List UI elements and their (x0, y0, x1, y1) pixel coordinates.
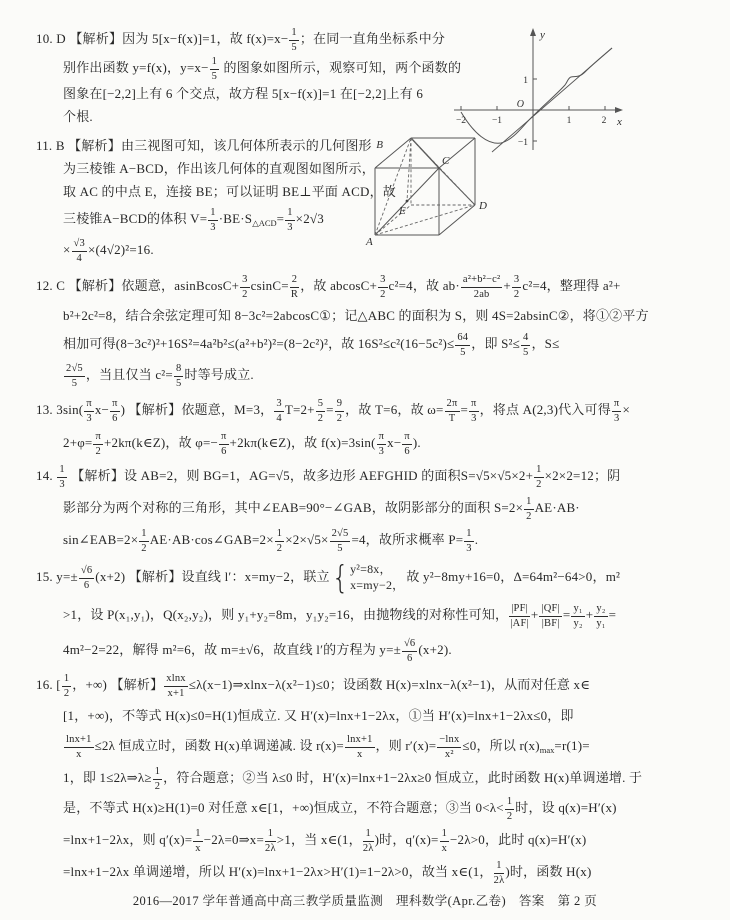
problem-14 (36, 459, 710, 557)
solution-line: 三棱锥A−BCD的体积 V= $\frac{1}{3}$ $\cdot BE\cdot S_{\triangle ACD}=$ $\frac{1}{3}$ ×2√3 (63, 207, 324, 233)
solution-line: 13. 3sin( $\frac{\pi}{3}$ x− $\frac{\pi}{6}$ ) 【解析】依题意，M=3， $\frac{3}{4}$ T=2+ $\frac{5}{2}$ = $\frac{9}{2}$ ，故 T=6，故 ω= $\frac{2\pi}{T}$ = $\frac{\pi}{3}$ ，将点 A(2,3)代入可得 $\frac{\pi}{3}$ × (36, 398, 630, 424)
solution-line: 14. $\frac{1}{3}$ 【解析】设 AB=2，则 BG=1，AG=√5，故多边形 AEFGHID 的面积S=√5×√5×2+ $\frac{1}{2}$ ×2×2=12；阴 (36, 464, 621, 490)
x-tick-label: −2 (455, 116, 467, 126)
solution-line: $\frac{\ln x+1}{x}$ ≤2λ 恒成立时，函数 H(x)单调递减. 设 r(x)= $\frac{\ln x+1}{x}$ ，则 r′(x)= $\frac{-\ln x}{\text{x²}}$ ≤0，所以 $r(x)_{max}=r(1)=$ (66, 734, 590, 760)
q11-solid-figure (365, 134, 493, 248)
solution-line: 11. B 【解析】由三视图可知，该几何体所表示的几何图形 (36, 138, 372, 153)
solution-line: 为三棱锥 A−BCD，作出该几何体的直观图如图所示， (63, 161, 375, 176)
solution-line: b²+2c²=8，结合余弦定理可知 8−3c²=2abcosC①；记△ABC 的面积为 S，则 4S=2absinC②，将①②平方 (63, 308, 649, 323)
solution-line: >1，设 P(x₁,y₁)，Q(x₂,y₂)，则 y₁+y₂=8m，y₁y₂=16，由抛物线的对称性可知， $\frac{|PF|}{|AF|}$ + $\frac{|QF|}{|BF|}$ = $\frac{\text{y₁}}{\text{y₂}}$ + $\frac{\text{y₂}}{\text{y₁}}$ = (63, 603, 617, 629)
solution-line: 10. D 【解析】因为 5[x−f(x)]=1，故 f(x)=x− $\frac{1}{5}$ ；在同一直角坐标系中分 (36, 27, 446, 53)
solution-line: 1，即 1≤2λ⇒λ≥ $\frac{1}{2}$ ，符合题意；②当 λ≤0 时，H′(x)=lnx+1−2λx≥0 恒成立，此时函数 H(x)单调递增. 于 (63, 766, 643, 792)
solution-line: 图象在[−2,2]上有 6 个交点，故方程 5[x−f(x)]=1 在[−2,2]上有 6 (63, 86, 424, 101)
solution-line: $\frac{2√5}{5}$ ，当且仅当 c²= $\frac{8}{5}$ 时等号成立. (66, 363, 254, 389)
solution-line: =lnx+1−2λx 单调递增，所以 H′(x)=lnx+1−2λx>H′(1)=1−2λ>0，故当 x∈(1， $\frac{1}{2\lambda}$ )时，函数 H(x) (63, 860, 592, 886)
y-tick-label: −1 (517, 138, 528, 148)
solution-line: 15. y=± $\frac{√6}{6}$ (x+2) 【解析】设直线 l′：x=my−2，联立{ y²=8x， x=my−2， 故 y²−8my+16=0，Δ=64m²−64>0，m² (36, 559, 621, 597)
solution-line: 相加可得(8−3c²)²+16S²=4a²b²≤(a²+b²)²=(8−2c²)²，故 16S²≤c²(16−5c²)≤ $\frac{64}{5}$ ，即 S²≤ $\frac{4}{5}$ ，S≤ (63, 332, 560, 358)
problem-11 (36, 134, 710, 265)
y-axis-arrow-icon (530, 28, 536, 36)
solution-line: 别作出函数 y=f(x)，y=x− $\frac{1}{5}$ 的图象如图所示，观察可知，两个函数的 (63, 56, 462, 82)
vertex-label-b: B (376, 139, 383, 151)
solution-line: 个根. (63, 109, 93, 124)
solution-line: × $\frac{√3}{4}$ ×(4√2)²=16. (63, 238, 154, 264)
curve-f-of-x (461, 48, 612, 143)
problem-13 (36, 393, 710, 459)
x-tick-label: 2 (601, 116, 607, 126)
solution-line: 影部分为两个对称的三角形，其中∠EAB=90°−∠GAB，故阴影部分的面积 S=2× $\frac{1}{2}$ AE·AB· (63, 496, 580, 522)
x-tick-label: 1 (566, 116, 572, 126)
problem-12 (36, 269, 710, 391)
x-axis-arrow-icon (615, 107, 623, 113)
y-tick-label: 1 (523, 76, 528, 86)
vertex-label-e: E (399, 205, 406, 217)
origin-label: O (516, 99, 524, 110)
solution-line: [1，+∞)，不等式 H(x)≤0=H(1)恒成立. 又 H′(x)=lnx+1−2λx，①当 H′(x)=lnx+1−2λx≤0，即 (63, 708, 574, 723)
problem-16 (36, 667, 710, 887)
solution-line: sin∠EAB=2× $\frac{1}{2}$ AE·AB·cos∠GAB=2× $\frac{1}{2}$ ×2×√5× $\frac{2√5}{5}$ =4，故所求概率 P= $\frac{1}{3}$ . (63, 528, 479, 554)
y-axis-label: y (540, 29, 545, 41)
solution-line: 12. C 【解析】依题意，asinBcosC+ $\frac{3}{2}$ csinC= $\frac{2}{R}$ ，故 abcosC+ $\frac{3}{2}$ c²=4，故 ab· $\frac{\text{a²+b²−c²}}{2ab}$ + $\frac{3}{2}$ c²=4，整理得 a²+ (36, 274, 621, 300)
solution-line: 2+φ= $\frac{\pi}{2}$ +2kπ(k∈Z)，故 φ=− $\frac{\pi}{6}$ +2kπ(k∈Z)，故 f(x)=3sin( $\frac{\pi}{3}$ x− $\frac{\pi}{6}$ ). (63, 431, 421, 457)
problem-15 (36, 557, 710, 667)
page-footer: 2016—2017 学年普通高中高三教学质量监测 理科数学(Apr.乙卷) 答案 第 2 页 (132, 894, 598, 908)
solution-line: 16. [ $\frac{1}{2}$ ，+∞) 【解析】 $\frac{xlnx}{x+1}$ ≤λ(x−1)⇒xlnx−λ(x²−1)≤0；设函数 H(x)=xlnx−λ(x²−1)，从而对任意 x∈ (36, 673, 591, 699)
solution-line: 4m²−2=22，解得 m²=6，故 m=±√6，故直线 l′的方程为 y=± $\frac{√6}{6}$ (x+2). (63, 638, 452, 664)
x-tick-label: −1 (491, 116, 503, 126)
point-e-dot (406, 200, 409, 203)
vertex-label-d: D (479, 200, 487, 212)
x-axis-label: x (617, 116, 622, 128)
graph-axes (454, 34, 616, 150)
solution-line: 取 AC 的中点 E，连接 BE；可以证明 BE⊥平面 ACD，故 (63, 184, 396, 199)
vertex-label-a: A (366, 236, 373, 248)
solution-line: 是，不等式 H(x)≥H(1)=0 对任意 x∈[1，+∞)恒成立，不符合题意；③当 0<λ< $\frac{1}{2}$ 时，设 q(x)=H′(x) (63, 796, 617, 822)
solution-line: =lnx+1−2λx，则 q′(x)= $\frac{1}{x}$ −2λ=0⇒x= $\frac{1}{2\lambda}$ >1，当 x∈(1， $\frac{1}{2\lambda}$ )时，q′(x)= $\frac{1}{x}$ −2λ>0，此时 q(x)=H′(x) (63, 828, 587, 854)
vertex-label-c: C (442, 155, 450, 167)
